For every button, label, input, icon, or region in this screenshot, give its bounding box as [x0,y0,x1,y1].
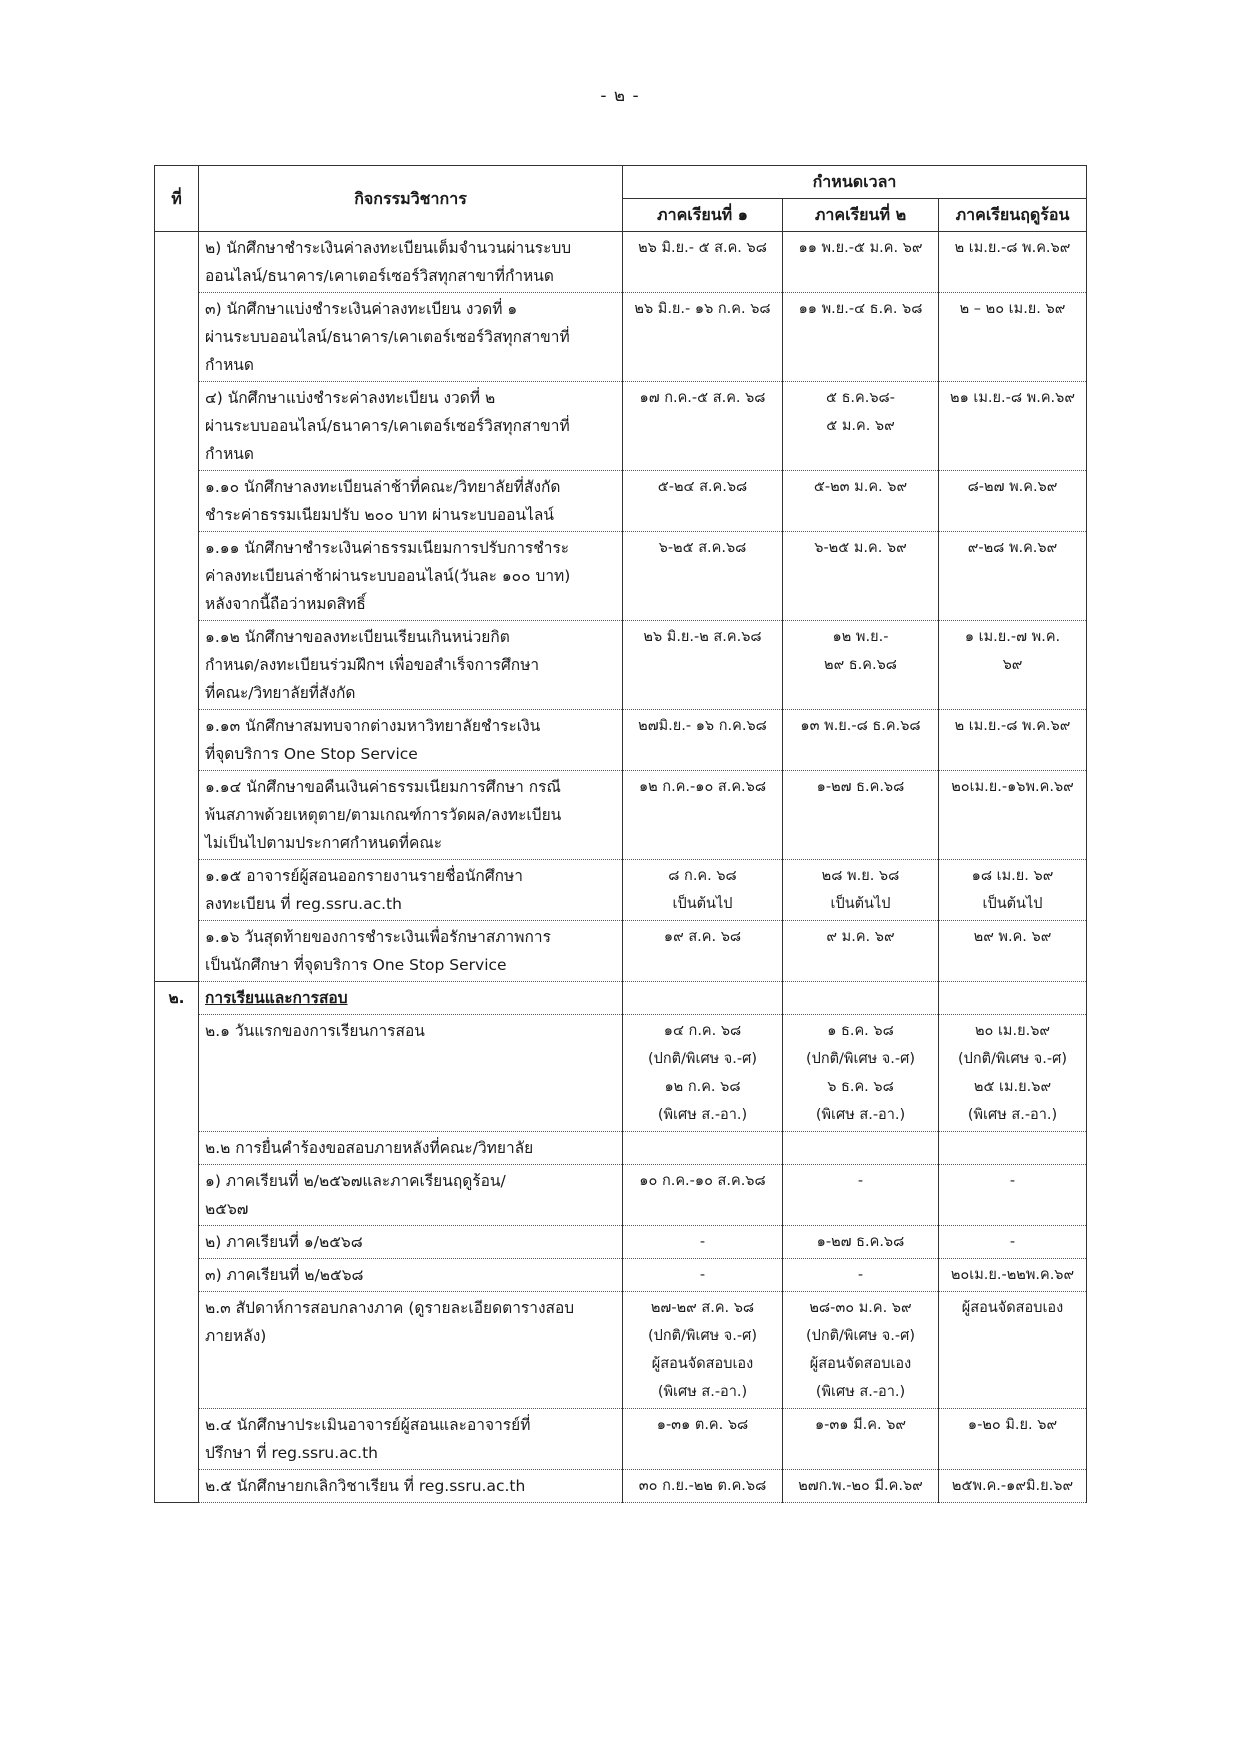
activity-text: ที่คณะ/วิทยาลัยที่สังกัด [205,684,356,702]
summer-date: ๒๑ เม.ย.-๘ พ.ค.๖๙ [950,390,1075,406]
header-schedule: กำหนดเวลา [623,166,1087,199]
summer-cell [939,1292,1087,1409]
summer-cell [939,1409,1087,1470]
term1-cell [623,710,783,771]
activity-text: ๒.๒ การยื่นคำร้องขอสอบภายหลังที่คณะ/วิทยาลัย [205,1139,534,1157]
academic-calendar-table [154,165,1087,1503]
activity-text: ปรึกษา ที่ reg.ssru.ac.th [205,1444,378,1462]
term1-cell [623,921,783,982]
summer-cell [939,1470,1087,1503]
activity-cell [199,860,623,921]
table-row [155,1259,1087,1292]
activity-cell [199,382,623,471]
term1-date: ๒๖ มิ.ย.-๒ ส.ค.๖๘ [643,629,762,645]
activity-text: ๑.๑๑ นักศึกษาชำระเงินค่าธรรมเนียมการปรับการชำระ [205,539,570,557]
summer-date: ๒ – ๒๐ เม.ย. ๖๙ [959,301,1066,317]
table-row [155,710,1087,771]
summer-cell [939,771,1087,860]
term1-date: ๒๗มิ.ย.- ๑๖ ก.ค.๖๘ [638,718,767,734]
term2-cell [783,921,939,982]
term1-date: ๑๗ ก.ค.-๕ ส.ค. ๖๘ [639,390,766,406]
term2-cell [783,1259,939,1292]
activity-cell [199,471,623,532]
table-row [155,382,1087,471]
term2-cell [783,532,939,621]
activity-text: ชำระค่าธรรมเนียมปรับ ๒๐๐ บาท ผ่านระบบออนไลน์ [205,506,554,524]
row-number-cell [155,1409,199,1470]
term2-date: ๒๗ก.พ.-๒๐ มี.ค.๖๙ [798,1478,923,1494]
term2-date: ๕-๒๓ ม.ค. ๖๙ [813,479,908,495]
row-number-cell [155,1165,199,1226]
term2-date: ๑๒ พ.ย.- [832,629,889,645]
term1-date: ๑๒ ก.ค.-๑๐ ส.ค.๖๘ [638,779,767,795]
term2-cell [783,1226,939,1259]
term1-date: ผู้สอนจัดสอบเอง [651,1356,754,1372]
activity-cell [199,1409,623,1470]
activity-cell [199,532,623,621]
summer-cell [939,982,1087,1015]
summer-date: ๒๕ เม.ย.๖๙ [973,1079,1052,1095]
term2-cell [783,1470,939,1503]
activity-text: ไม่เป็นไปตามประกาศกำหนดที่คณะ [205,834,443,852]
term1-date: ๑๙ ส.ค. ๖๘ [663,929,742,945]
term1-date: ๒๖ มิ.ย.- ๕ ส.ค. ๖๘ [638,240,767,256]
table-row [155,860,1087,921]
table-row [155,982,1087,1015]
row-number-cell [155,232,199,293]
activity-text: ๒) ภาคเรียนที่ ๑/๒๕๖๘ [205,1233,363,1251]
summer-cell [939,382,1087,471]
header-activity: กิจกรรมวิชาการ [199,166,623,232]
page-number: - ๒ - [600,86,640,106]
activity-cell [199,921,623,982]
table-row [155,532,1087,621]
term1-cell [623,1292,783,1409]
term2-date: ๑๑ พ.ย.-๕ ม.ค. ๖๙ [798,240,923,256]
activity-text: ๑.๑๒ นักศึกษาขอลงทะเบียนเรียนเกินหน่วยกิต [205,628,510,646]
activity-cell [199,982,623,1015]
term2-cell [783,1292,939,1409]
row-number-cell [155,1132,199,1165]
term1-cell [623,771,783,860]
term2-cell [783,710,939,771]
table-row [155,293,1087,382]
summer-cell [939,532,1087,621]
term2-date: ๒๘ พ.ย. ๖๘ [821,868,900,884]
term1-cell [623,1259,783,1292]
row-number-cell [155,1292,199,1409]
table-row [155,621,1087,710]
activity-text: ๒.๔ นักศึกษาประเมินอาจารย์ผู้สอนและอาจารย์ที่ [205,1416,531,1434]
term1-date: ๖-๒๕ ส.ค.๖๘ [658,540,747,556]
summer-cell [939,1259,1087,1292]
summer-date: ๒ เม.ย.-๘ พ.ค.๖๙ [954,240,1071,256]
term1-cell [623,382,783,471]
activity-text: ผ่านระบบออนไลน์/ธนาคาร/เคาเตอร์เซอร์วิสทุกสาขาที่ [205,417,570,435]
activity-text: ๒.๓ สัปดาห์การสอบกลางภาค (ดูรายละเอียดตารางสอบ [205,1299,575,1317]
table-row [155,232,1087,293]
term1-cell [623,532,783,621]
activity-text: ๑) ภาคเรียนที่ ๒/๒๕๖๗และภาคเรียนฤดูร้อน/ [205,1172,506,1190]
summer-cell [939,1226,1087,1259]
activity-text: พ้นสภาพด้วยเหตุตาย/ตามเกณฑ์การวัดผล/ลงทะเบียน [205,806,562,824]
term2-cell [783,1015,939,1132]
term2-cell [783,1165,939,1226]
term1-date: - [699,1267,706,1283]
term1-date: ๑๔ ก.ค. ๖๘ [663,1023,742,1039]
summer-cell [939,621,1087,710]
activity-text: ค่าลงทะเบียนล่าช้าผ่านระบบออนไลน์(วันละ ๑๐๐ บาท) [205,567,571,585]
summer-cell [939,710,1087,771]
activity-text: ๑.๑๐ นักศึกษาลงทะเบียนล่าช้าที่คณะ/วิทยาลัยที่สังกัด [205,478,561,496]
summer-cell [939,860,1087,921]
activity-cell [199,1132,623,1165]
summer-cell [939,1165,1087,1226]
summer-cell [939,293,1087,382]
term1-cell [623,1409,783,1470]
header-term1: ภาคเรียนที่ ๑ [623,199,783,232]
row-number-cell [155,1226,199,1259]
term1-date: ๑๐ ก.ค.-๑๐ ส.ค.๖๘ [639,1173,766,1189]
term1-cell [623,1226,783,1259]
term1-date: - [699,1234,706,1250]
section-title: การเรียนและการสอบ [205,989,348,1007]
term1-date: ๒๖ มิ.ย.- ๑๖ ก.ค. ๖๘ [634,301,771,317]
term2-cell [783,382,939,471]
table-row [155,1470,1087,1503]
row-number-cell: ๒. [155,982,199,1015]
header-no: ที่ [155,166,199,232]
term1-cell [623,1132,783,1165]
activity-text: ๑.๑๓ นักศึกษาสมทบจากต่างมหาวิทยาลัยชำระเงิน [205,717,541,735]
row-number-cell [155,771,199,860]
summer-date: ผู้สอนจัดสอบเอง [961,1300,1064,1316]
activity-text: กำหนด [205,356,254,374]
summer-date: เป็นต้นไป [982,896,1043,912]
table-row [155,771,1087,860]
summer-date: ๒๙ พ.ค. ๖๙ [973,929,1052,945]
term1-cell [623,860,783,921]
term1-date: ๓๐ ก.ย.-๒๒ ต.ค.๖๘ [638,1478,767,1494]
activity-text: ๑.๑๖ วันสุดท้ายของการชำระเงินเพื่อรักษาสภาพการ [205,928,551,946]
activity-cell [199,1165,623,1226]
activity-text: ออนไลน์/ธนาคาร/เคาเตอร์เซอร์วิสทุกสาขาที่กำหนด [205,267,554,285]
term1-date: เป็นต้นไป [672,896,733,912]
term1-cell [623,232,783,293]
activity-text: ๒) นักศึกษาชำระเงินค่าลงทะเบียนเต็มจำนวนผ่านระบบ [205,239,572,257]
row-number-cell [155,382,199,471]
activity-text: ผ่านระบบออนไลน์/ธนาคาร/เคาเตอร์เซอร์วิสทุกสาขาที่ [205,328,570,346]
activity-text: ๔) นักศึกษาแบ่งชำระค่าลงทะเบียน งวดที่ ๒ [205,389,496,407]
term1-cell [623,293,783,382]
table-row [155,1292,1087,1409]
row-number-cell [155,860,199,921]
activity-text: เป็นนักศึกษา ที่จุดบริการ One Stop Service [205,956,507,974]
row-number-cell [155,532,199,621]
term2-cell [783,1132,939,1165]
activity-text: ภายหลัง) [205,1327,267,1345]
activity-text: ลงทะเบียน ที่ reg.ssru.ac.th [205,895,402,913]
activity-text: กำหนด/ลงทะเบียนร่วมฝึกฯ เพื่อขอสำเร็จการศึกษา [205,656,540,674]
term2-date: (พิเศษ ส.-อา.) [815,1384,906,1400]
activity-text: ๑.๑๕ อาจารย์ผู้สอนออกรายงานรายชื่อนักศึกษา [205,867,523,885]
term1-date: ๒๗-๒๙ ส.ค. ๖๘ [650,1300,755,1316]
term2-date: ๑๓ พ.ย.-๘ ธ.ค.๖๘ [800,718,921,734]
summer-date: (ปกติ/พิเศษ จ.-ศ) [957,1051,1068,1067]
term2-date: ๒๘-๓๐ ม.ค. ๖๙ [809,1300,912,1316]
summer-cell [939,1015,1087,1132]
term2-date: ๖ ธ.ค. ๖๘ [827,1079,894,1095]
summer-cell [939,1132,1087,1165]
summer-date: ๙-๒๘ พ.ค.๖๙ [967,540,1058,556]
row-number-cell [155,1259,199,1292]
table-row [155,1165,1087,1226]
activity-text: ๒.๑ วันแรกของการเรียนการสอน [205,1022,425,1040]
term1-date: ๘ ก.ค. ๖๘ [668,868,737,884]
activity-cell [199,1292,623,1409]
header-summer: ภาคเรียนฤดูร้อน [939,199,1087,232]
table-row [155,1409,1087,1470]
term2-cell [783,471,939,532]
row-number-cell [155,1015,199,1132]
term1-cell [623,1165,783,1226]
term1-date: (พิเศษ ส.-อา.) [657,1384,748,1400]
term1-date: (ปกติ/พิเศษ จ.-ศ) [647,1051,758,1067]
table-row [155,471,1087,532]
row-number-cell [155,293,199,382]
term2-date: - [857,1267,864,1283]
table-row [155,1132,1087,1165]
activity-text: หลังจากนี้ถือว่าหมดสิทธิ์ [205,595,366,613]
summer-date: ๒๕พ.ค.-๑๙มิ.ย.๖๙ [951,1478,1074,1494]
summer-date: ๒๐ เม.ย.๖๙ [974,1023,1051,1039]
activity-text: ๓) นักศึกษาแบ่งชำระเงินค่าลงทะเบียน งวดที่ ๑ [205,300,518,318]
activity-text: ที่จุดบริการ One Stop Service [205,745,418,763]
term1-date: (ปกติ/พิเศษ จ.-ศ) [647,1328,758,1344]
summer-cell [939,471,1087,532]
summer-date: ๑๘ เม.ย. ๖๙ [971,868,1054,884]
term2-cell [783,1409,939,1470]
term2-date: (ปกติ/พิเศษ จ.-ศ) [805,1051,916,1067]
term2-date: - [857,1173,864,1189]
term2-cell [783,232,939,293]
term2-date: ๙ ม.ค. ๖๙ [826,929,895,945]
activity-cell [199,771,623,860]
row-number-cell [155,471,199,532]
summer-date: ๑ เม.ย.-๗ พ.ค. [964,629,1061,645]
term1-cell [623,471,783,532]
summer-cell [939,921,1087,982]
row-number-cell [155,710,199,771]
activity-cell [199,1470,623,1503]
term2-date: ๑-๒๗ ธ.ค.๖๘ [816,779,905,795]
term2-cell [783,982,939,1015]
term2-date: เป็นต้นไป [830,896,891,912]
activity-text: กำหนด [205,445,254,463]
activity-cell [199,1015,623,1132]
term2-date: ๑-๓๑ มี.ค. ๖๙ [814,1417,907,1433]
term1-cell [623,1470,783,1503]
term2-date: (ปกติ/พิเศษ จ.-ศ) [805,1328,916,1344]
term1-cell [623,621,783,710]
summer-date: ๒๐เม.ย.-๑๖พ.ค.๖๙ [951,779,1074,795]
summer-date: - [1009,1173,1016,1189]
term2-date: (พิเศษ ส.-อา.) [815,1107,906,1123]
summer-cell [939,232,1087,293]
term2-date: ๑๑ พ.ย.-๔ ธ.ค. ๖๘ [798,301,923,317]
summer-date: (พิเศษ ส.-อา.) [967,1107,1058,1123]
term2-date: ๕ ม.ค. ๖๙ [826,418,895,434]
term2-cell [783,293,939,382]
header-term2: ภาคเรียนที่ ๒ [783,199,939,232]
activity-cell [199,1259,623,1292]
summer-date: ๘-๒๗ พ.ค.๖๙ [967,479,1058,495]
activity-cell [199,232,623,293]
summer-date: - [1009,1234,1016,1250]
row-number-cell [155,1470,199,1503]
summer-date: ๒ เม.ย.-๘ พ.ค.๖๙ [954,718,1071,734]
activity-text: ๓) ภาคเรียนที่ ๒/๒๕๖๘ [205,1266,364,1284]
term2-date: ๖-๒๕ ม.ค. ๖๙ [814,540,907,556]
activity-text: ๒.๕ นักศึกษายกเลิกวิชาเรียน ที่ reg.ssru.ac.th [205,1477,526,1495]
table-row [155,1015,1087,1132]
term2-cell [783,771,939,860]
term1-cell [623,982,783,1015]
term1-date: ๕-๒๔ ส.ค.๖๘ [657,479,748,495]
term2-date: ๑ ธ.ค. ๖๘ [827,1023,894,1039]
activity-text: ๒๕๖๗ [205,1200,249,1218]
table-row [155,1226,1087,1259]
summer-date: ๖๙ [1002,657,1023,673]
activity-cell [199,621,623,710]
activity-text: ๑.๑๔ นักศึกษาขอคืนเงินค่าธรรมเนียมการศึกษา กรณี [205,778,561,796]
summer-date: ๑-๒๐ มิ.ย. ๖๙ [967,1417,1058,1433]
term2-date: ๒๙ ธ.ค.๖๘ [824,657,897,673]
table-row [155,921,1087,982]
term1-cell [623,1015,783,1132]
term1-date: (พิเศษ ส.-อา.) [657,1107,748,1123]
row-number-cell [155,621,199,710]
term2-date: ผู้สอนจัดสอบเอง [809,1356,912,1372]
row-number-cell [155,921,199,982]
summer-date: ๒๐เม.ย.-๒๒พ.ค.๖๙ [950,1267,1075,1283]
activity-cell [199,710,623,771]
term1-date: ๑-๓๑ ต.ค. ๖๘ [656,1417,749,1433]
term2-date: ๑-๒๗ ธ.ค.๖๘ [816,1234,905,1250]
term2-cell [783,860,939,921]
term2-date: ๕ ธ.ค.๖๘- [826,390,895,406]
activity-cell [199,1226,623,1259]
term1-date: ๑๒ ก.ค. ๖๘ [664,1079,741,1095]
term2-cell [783,621,939,710]
activity-cell [199,293,623,382]
